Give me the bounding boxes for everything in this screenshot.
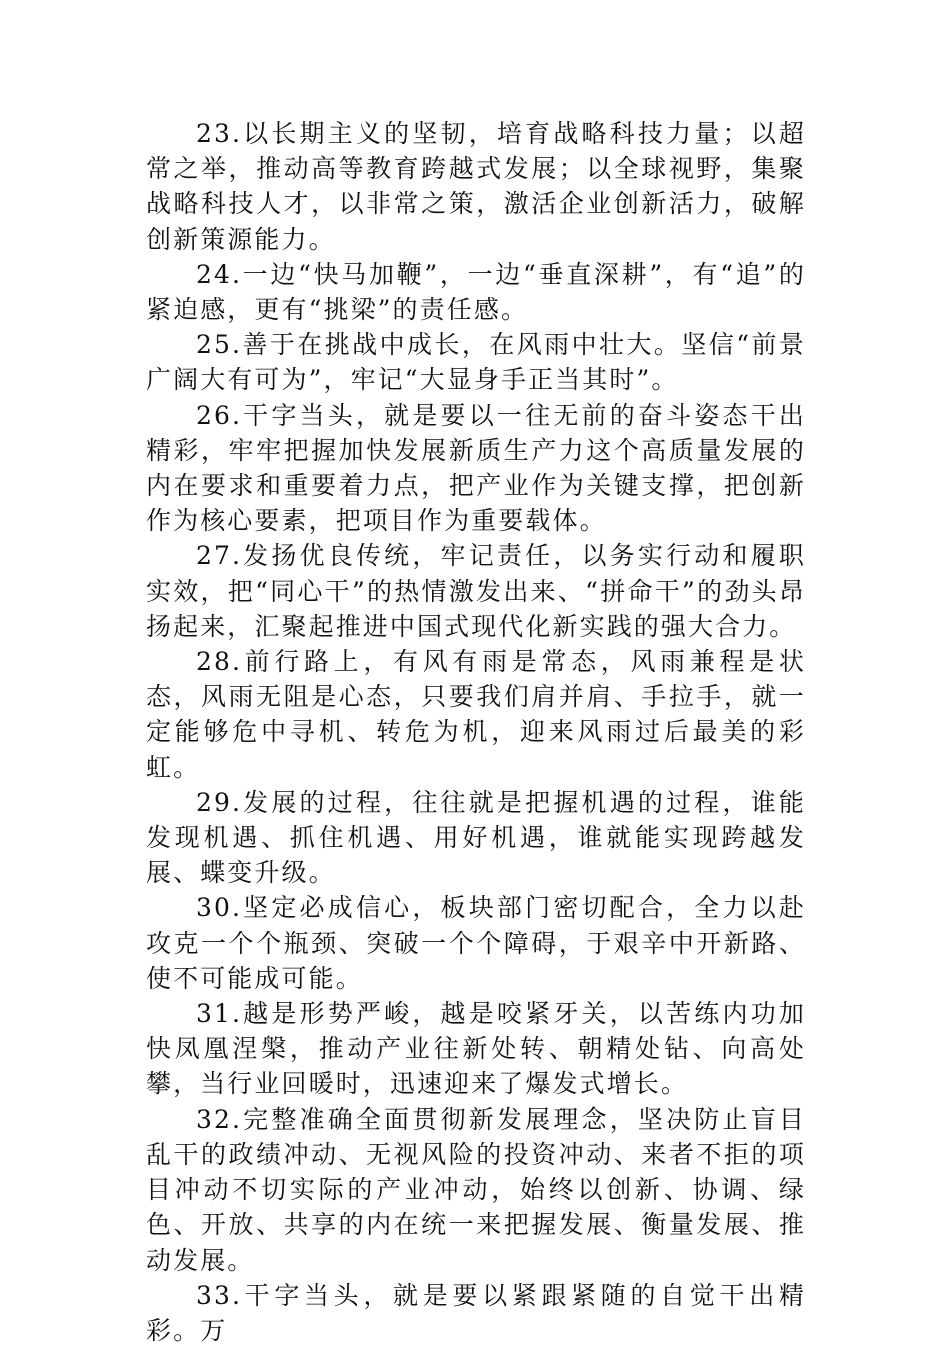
paragraph-24: 24.一边“快马加鞭”，一边“垂直深耕”，有“追”的紧迫感，更有“挑梁”的责任感。	[146, 259, 806, 325]
paragraph-26: 26.干字当头，就是要以一往无前的奋斗姿态干出精彩，牢牢把握加快发展新质生产力这个高质量发展的内在要求和重要着力点，把产业作为关键支撑，把创新作为核心要素，把项目作为重要载体。	[146, 400, 806, 536]
paragraph-30: 30.坚定必成信心，板块部门密切配合，全力以赴攻克一个个瓶颈、突破一个个障碍，于艰辛中开新路、使不可能成可能。	[146, 893, 806, 993]
document-body	[146, 116, 806, 1348]
paragraph-33: 33.干字当头，就是要以紧跟紧随的自觉干出精彩。万	[146, 1280, 806, 1345]
paragraph-32: 32.完整准确全面贯彻新发展理念，坚决防止盲目乱干的政绩冲动、无视风险的投资冲动、来者不拒的项目冲动不切实际的产业冲动，始终以创新、协调、绿色、开放、共享的内在统一来把握发展、衡量发展、推动发展。	[146, 1104, 806, 1275]
paragraph-25: 25.善于在挑战中成长，在风雨中壮大。坚信“前景广阔大有可为”，牢记“大显身手正当其时”。	[146, 330, 806, 395]
paragraph-27: 27.发扬优良传统，牢记责任，以务实行动和履职实效，把“同心干”的热情激发出来、“拼命干”的劲头昂扬起来，汇聚起推进中国式现代化新实践的强大合力。	[146, 541, 806, 641]
paragraph-28: 28.前行路上，有风有雨是常态，风雨兼程是状态，风雨无阻是心态，只要我们肩并肩、手拉手，就一定能够危中寻机、转危为机，迎来风雨过后最美的彩虹。	[146, 647, 806, 782]
paragraph-23: 23.以长期主义的坚韧，培育战略科技力量；以超常之举，推动高等教育跨越式发展；以全球视野，集聚战略科技人才，以非常之策，激活企业创新活力，破解创新策源能力。	[146, 119, 806, 254]
paragraph-29: 29.发展的过程，往往就是把握机遇的过程，谁能发现机遇、抓住机遇、用好机遇，谁就能实现跨越发展、蝶变升级。	[146, 787, 806, 888]
paragraph-31: 31.越是形势严峻，越是咬紧牙关，以苦练内功加快凤凰涅槃，推动产业往新处转、朝精处钻、向高处攀，当行业回暖时，迅速迎来了爆发式增长。	[146, 999, 806, 1099]
